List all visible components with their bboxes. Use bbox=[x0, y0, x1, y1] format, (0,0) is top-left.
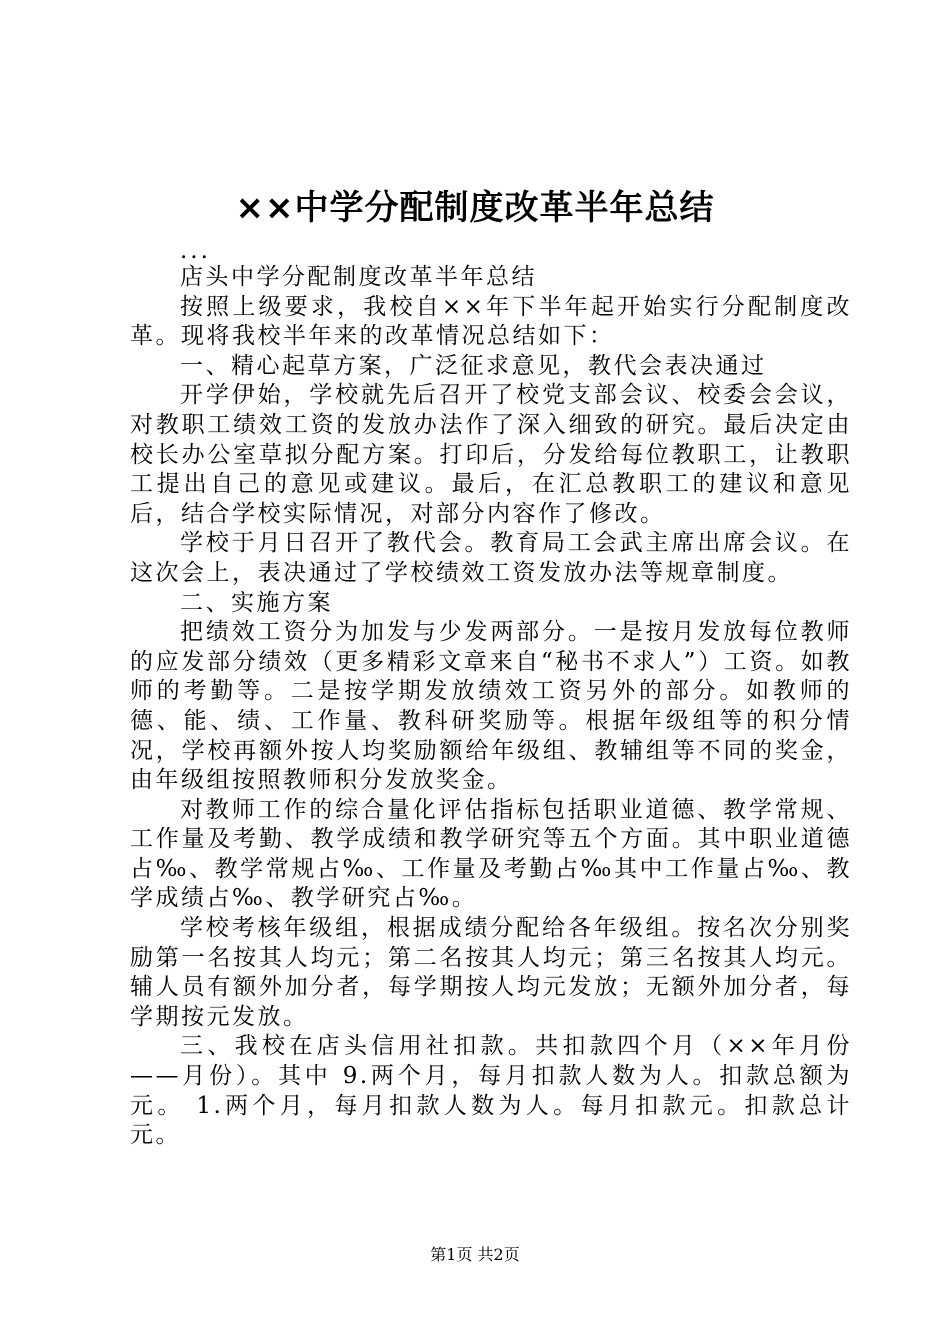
body-paragraph: 开学伊始，学校就先后召开了校党支部会议、校委会会议，对教职工绩效工资的发放办法作了深入细致的研究。最后决定由校长办公室草拟分配方案。打印后，分发给每位教职工，让教职工提出自己的意见或建议。最后，在汇总教职工的建议和意见后，结合学校实际情况，对部分内容作了修改。 bbox=[130, 382, 852, 527]
subtitle-paragraph: 店头中学分配制度改革半年总结 bbox=[180, 264, 537, 290]
section-paragraph-3: 三、我校在店头信用社扣款。共扣款四个月（××年月份——月份）。其中 9.两个月，每月扣款人数为人。扣款总额为元。 1.两个月，每月扣款人数为人。每月扣款元。扣款总计元。 bbox=[130, 1033, 852, 1149]
ellipsis-marker: ... bbox=[180, 238, 211, 264]
body-paragraph: 学校于月日召开了教代会。教育局工会武主席出席会议。在这次会上，表决通过了学校绩效工资发放办法等规章制度。 bbox=[130, 530, 852, 586]
body-paragraph: 对教师工作的综合量化评估指标包括职业道德、教学常规、工作量及考勤、教学成绩和教学研究等五个方面。其中职业道德占‰、教学常规占‰、工作量及考勤占‰其中工作量占‰、教学成绩占‰、教学研究占‰。 bbox=[130, 796, 852, 912]
document-body bbox=[130, 238, 852, 1151]
body-paragraph: 学校考核年级组，根据成绩分配给各年级组。按名次分别奖励第一名按其人均元；第二名按其人均元；第三名按其人均元。辅人员有额外加分者，每学期按人均元发放；无额外加分者，每学期按元发放。 bbox=[130, 915, 852, 1030]
page-number-footer: 第1页 共2页 bbox=[430, 1245, 520, 1264]
section-heading-2: 二、实施方案 bbox=[180, 589, 333, 616]
body-paragraph: 把绩效工资分为加发与少发两部分。一是按月发放每位教师的应发部分绩效（更多精彩文章来自“秘书不求人”）工资。如教师的考勤等。二是按学期发放绩效工资另外的部分。如教师的德、能、绩、工作量、教科研奖励等。根据年级组等的积分情况，学校再额外按人均奖励额给年级组、教辅组等不同的奖金，由年级组按照教师积分发放奖金。 bbox=[130, 619, 852, 794]
document-title: ××中学分配制度改革半年总结 bbox=[235, 188, 715, 228]
intro-paragraph: 按照上级要求，我校自××年下半年起开始实行分配制度改革。现将我校半年来的改革情况总结如下： bbox=[130, 293, 852, 350]
section-heading-1: 一、精心起草方案，广泛征求意见，教代会表决通过 bbox=[180, 352, 767, 379]
